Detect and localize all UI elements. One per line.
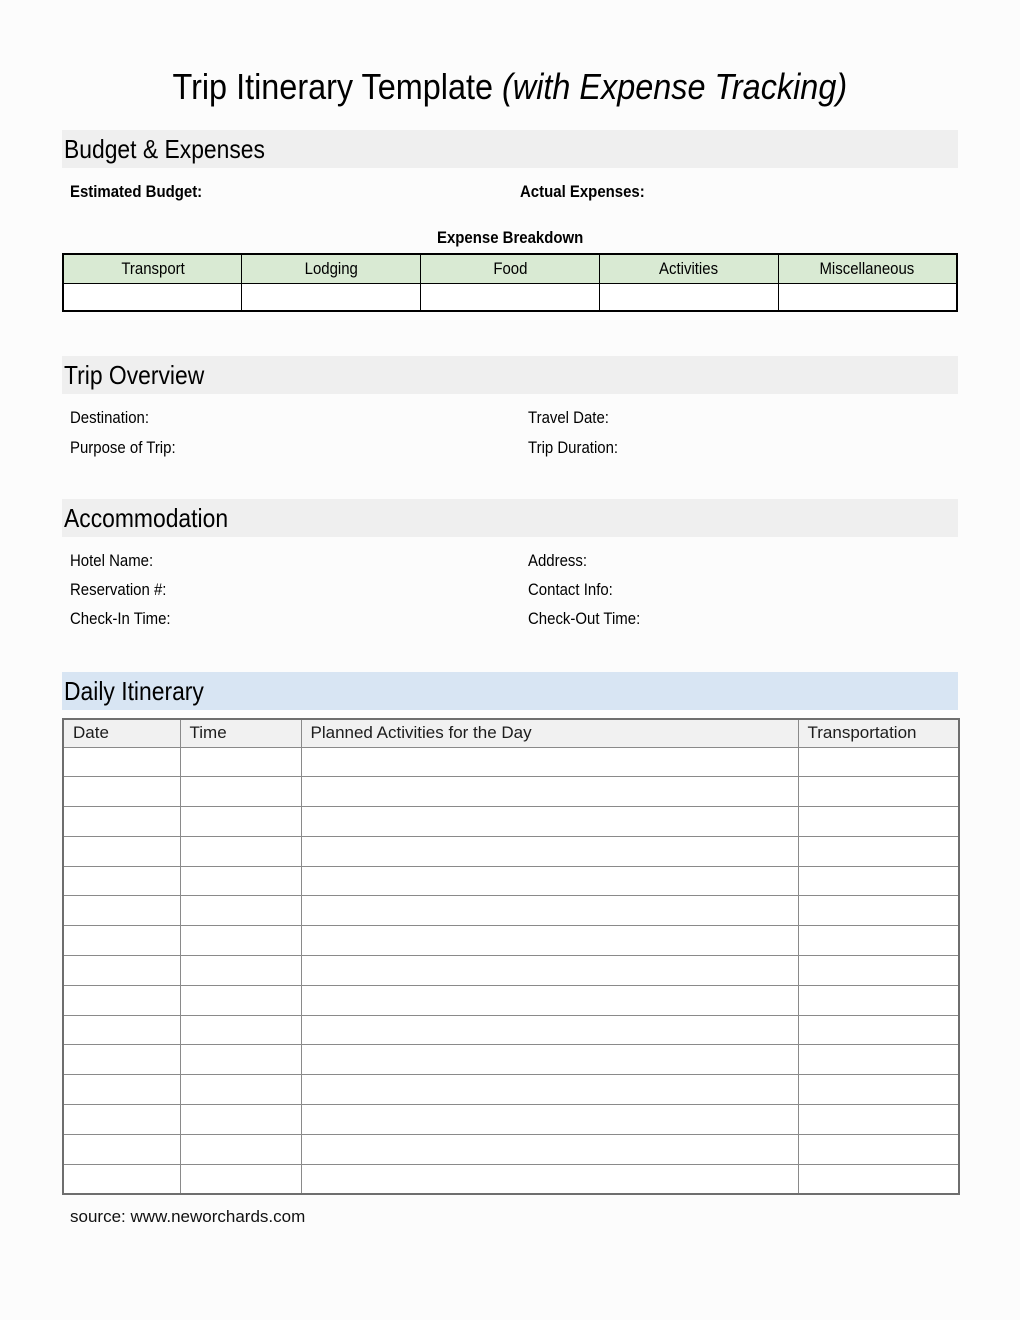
overview-fields (62, 403, 958, 463)
empty-cell (63, 896, 180, 926)
empty-row (63, 896, 959, 926)
empty-cell (63, 1134, 180, 1164)
source-attribution: source: www.neworchards.com (70, 1207, 306, 1226)
expense-col-activities: Activities (599, 254, 778, 283)
accommodation-section-heading: Accommodation (64, 503, 229, 533)
empty-cell (180, 926, 301, 956)
empty-cell (180, 1134, 301, 1164)
itinerary-col-time: Time (180, 719, 301, 747)
expense-header-row (63, 254, 957, 283)
empty-row (63, 956, 959, 986)
check-out-time-field: Check-Out Time: (528, 609, 641, 628)
empty-cell (301, 1015, 798, 1045)
empty-cell (180, 836, 301, 866)
empty-cell (180, 777, 301, 807)
reservation-number-field: Reservation #: (70, 580, 167, 599)
empty-cell (301, 1164, 798, 1194)
empty-cell (63, 836, 180, 866)
empty-row (63, 1075, 959, 1105)
empty-row (63, 777, 959, 807)
empty-cell (63, 807, 180, 837)
budget-section-heading: Budget & Expenses (64, 134, 265, 164)
empty-cell (798, 1164, 959, 1194)
empty-cell (798, 1015, 959, 1045)
empty-cell (63, 283, 242, 311)
expense-breakdown-title: Expense Breakdown (436, 228, 584, 247)
expense-col-food: Food (421, 254, 600, 283)
empty-cell (798, 985, 959, 1015)
empty-cell (301, 866, 798, 896)
itinerary-section-heading: Daily Itinerary (64, 676, 204, 706)
empty-cell (798, 1105, 959, 1135)
page-title-main: Trip Itinerary Template (172, 66, 494, 107)
daily-itinerary-table (62, 718, 958, 1195)
contact-info-field: Contact Info: (528, 580, 613, 599)
check-in-time-field: Check-In Time: (70, 609, 171, 628)
empty-cell (301, 1134, 798, 1164)
empty-row (63, 985, 959, 1015)
empty-cell (301, 956, 798, 986)
travel-date-field: Travel Date: (528, 408, 609, 427)
estimated-budget-label: Estimated Budget: (70, 182, 203, 201)
empty-cell (63, 956, 180, 986)
empty-cell (63, 1075, 180, 1105)
empty-cell (798, 926, 959, 956)
itinerary-header-row (63, 719, 959, 747)
page-title-suffix: (with Expense Tracking) (493, 66, 848, 107)
empty-cell (301, 896, 798, 926)
empty-cell (63, 866, 180, 896)
empty-cell (180, 1164, 301, 1194)
empty-row (63, 1105, 959, 1135)
empty-cell (180, 956, 301, 986)
itinerary-col-transportation: Transportation (798, 719, 959, 747)
empty-cell (301, 777, 798, 807)
empty-cell (63, 1015, 180, 1045)
empty-cell (599, 283, 778, 311)
accommodation-section-bar (62, 499, 958, 537)
empty-cell (798, 777, 959, 807)
empty-cell (301, 747, 798, 777)
empty-cell (180, 1045, 301, 1075)
empty-cell (63, 985, 180, 1015)
overview-section-heading: Trip Overview (64, 360, 205, 390)
address-field: Address: (528, 551, 588, 570)
empty-cell (180, 1105, 301, 1135)
empty-row (63, 1134, 959, 1164)
empty-cell (180, 747, 301, 777)
trip-duration-field: Trip Duration: (528, 438, 619, 457)
empty-cell (798, 956, 959, 986)
expense-col-transport: Transport (63, 254, 242, 283)
empty-cell (63, 747, 180, 777)
empty-cell (798, 1134, 959, 1164)
empty-cell (63, 926, 180, 956)
actual-expenses-label: Actual Expenses: (520, 182, 645, 201)
empty-cell (180, 985, 301, 1015)
empty-cell (301, 807, 798, 837)
empty-cell (301, 1105, 798, 1135)
empty-cell (63, 777, 180, 807)
itinerary-col-date: Date (63, 719, 180, 747)
empty-cell (63, 1105, 180, 1135)
overview-section-bar (62, 356, 958, 394)
empty-cell (180, 896, 301, 926)
empty-cell (180, 1015, 301, 1045)
itinerary-section-bar (62, 672, 958, 710)
empty-row (63, 747, 959, 777)
empty-cell (63, 1164, 180, 1194)
empty-cell (798, 1075, 959, 1105)
empty-row (63, 1164, 959, 1194)
empty-cell (180, 807, 301, 837)
accommodation-fields (62, 546, 958, 633)
purpose-of-trip-field: Purpose of Trip: (70, 438, 176, 457)
empty-row (63, 807, 959, 837)
empty-row (63, 836, 959, 866)
empty-cell (798, 807, 959, 837)
empty-cell (301, 836, 798, 866)
empty-cell (778, 283, 957, 311)
empty-cell (63, 1045, 180, 1075)
empty-cell (798, 866, 959, 896)
empty-cell (180, 1075, 301, 1105)
itinerary-col-planned-activities: Planned Activities for the Day (301, 719, 798, 747)
empty-row (63, 1045, 959, 1075)
empty-row (63, 926, 959, 956)
empty-row (63, 1015, 959, 1045)
empty-row (63, 866, 959, 896)
hotel-name-field: Hotel Name: (70, 551, 154, 570)
empty-cell (798, 747, 959, 777)
budget-section-bar (62, 130, 958, 168)
empty-cell (301, 985, 798, 1015)
empty-cell (798, 836, 959, 866)
empty-cell (242, 283, 421, 311)
empty-cell (301, 1075, 798, 1105)
empty-cell (301, 926, 798, 956)
empty-cell (180, 866, 301, 896)
empty-cell (798, 1045, 959, 1075)
empty-cell (301, 1045, 798, 1075)
empty-cell (421, 283, 600, 311)
page-title (0, 64, 1020, 118)
expense-col-miscellaneous: Miscellaneous (778, 254, 957, 283)
empty-row (63, 283, 957, 311)
destination-field: Destination: (70, 408, 150, 427)
empty-cell (798, 896, 959, 926)
expense-breakdown-table (62, 253, 958, 312)
expense-col-lodging: Lodging (242, 254, 421, 283)
